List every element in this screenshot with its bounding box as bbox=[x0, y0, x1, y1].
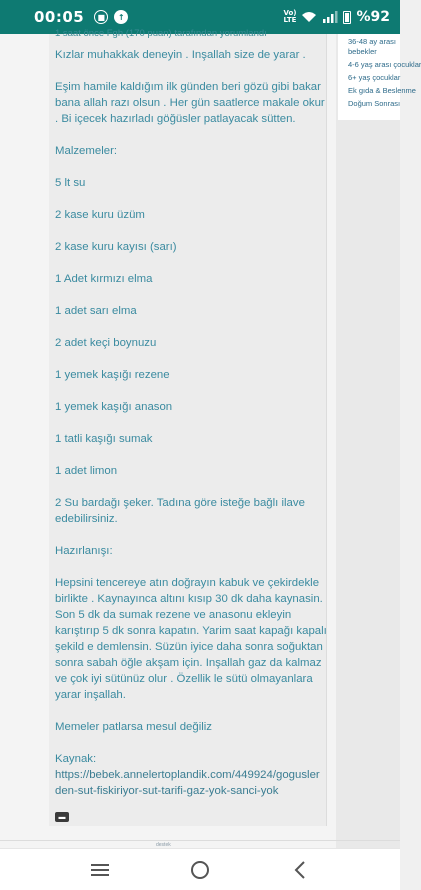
upload-icon: ↑ bbox=[114, 10, 128, 24]
comment-paragraph: Malzemeler: bbox=[55, 145, 118, 157]
volte-top: Vo) bbox=[283, 9, 297, 17]
comment-paragraph: Hepsini tencereye atın doğrayın kabuk ve çekirdekle birlikte . Kaynayınca altını kısıp 30 dk daha kaynasin. Son 5 dk da sumak rezene ve anasonu ekleyin karıştırıp 5 dk sonra kapatın. Yarim saat kapağı kapalı şekild e demlensin. Süzün iyice daha sonra soğuktan sonra sabah öğle akşam için. Inşallah gaz da kalmaz ve çok iyi sütünüz olur . Özellik le sütü olmayanlara yarar inşallah. bbox=[55, 577, 327, 701]
home-button[interactable] bbox=[180, 850, 220, 890]
category-list bbox=[338, 34, 421, 120]
recent-apps-button[interactable] bbox=[80, 850, 120, 890]
category-link[interactable]: Doğum Sonrası bbox=[348, 99, 401, 108]
comment-paragraph: 2 adet keçi boynuzu bbox=[55, 337, 157, 349]
system-nav-bar bbox=[0, 848, 400, 890]
divider bbox=[0, 840, 400, 841]
back-icon bbox=[293, 860, 307, 880]
volte-bottom: LTE bbox=[283, 16, 297, 24]
back-button[interactable] bbox=[280, 850, 320, 890]
category-link[interactable]: 6+ yaş çocuklar bbox=[348, 73, 401, 82]
status-time: 00:05 bbox=[34, 8, 85, 26]
category-link[interactable]: 36-48 ay arası bebekler bbox=[348, 37, 396, 56]
wifi-icon bbox=[301, 11, 317, 23]
comment-paragraph: 1 yemek kaşığı rezene bbox=[55, 369, 170, 381]
comment-meta: 1 saat önce Fgh (170 puan) tarafından yorumlandı bbox=[55, 28, 267, 39]
signal-icon bbox=[322, 11, 338, 23]
comment-reply-icon[interactable]: ▬ bbox=[55, 812, 69, 822]
comment-paragraph: 2 kase kuru kayısı (sarı) bbox=[55, 241, 177, 253]
comment-paragraph: 1 yemek kaşığı anason bbox=[55, 401, 173, 413]
volte-icon bbox=[283, 10, 296, 24]
comment-paragraph: Memeler patlarsa mesul değiliz bbox=[55, 721, 212, 733]
comment-paragraph: 1 tatli kaşığı sumak bbox=[55, 433, 153, 445]
page-content[interactable] bbox=[0, 28, 421, 848]
comment-body bbox=[55, 47, 327, 799]
footer-note: destek bbox=[156, 842, 171, 848]
menu-icon bbox=[90, 862, 110, 878]
comment-paragraph: 1 adet sarı elma bbox=[55, 305, 137, 317]
comment-paragraph: 2 kase kuru üzüm bbox=[55, 209, 145, 221]
comment-paragraph: 1 adet limon bbox=[55, 465, 118, 477]
category-link[interactable]: Ek gıda & Beslenme bbox=[348, 86, 416, 95]
comment-paragraph: 2 Su bardağı şeker. Tadına göre isteğe bağlı ilave edebilirsiniz. bbox=[55, 497, 305, 525]
category-link[interactable]: 4-6 yaş arası çocuklar bbox=[348, 60, 421, 69]
source-link[interactable]: https://bebek.annelertoplandik.com/449924/gogusler den-sut-fiskiriyor-sut-tarifi-gaz-yok-sanci-yok bbox=[55, 769, 320, 797]
battery-icon bbox=[343, 11, 351, 24]
source-label: Kaynak: bbox=[55, 753, 97, 765]
comment-paragraph: Kızlar muhakkak deneyin . Inşallah size de yarar . bbox=[55, 49, 306, 61]
comment-paragraph: 5 lt su bbox=[55, 177, 86, 189]
comment-paragraph: Hazırlanışı: bbox=[55, 545, 113, 557]
status-right bbox=[283, 9, 390, 25]
battery-level: %92 bbox=[356, 9, 390, 25]
source-block bbox=[55, 751, 327, 799]
comment-paragraph: 1 Adet kırmızı elma bbox=[55, 273, 153, 285]
comment-paragraph: Eşim hamile kaldığım ilk günden beri gözü gibi bakar bana allah razı olsun . Her gün saatlerce makale okur . Bi içecek hazırladı göğüsler patlayacak sütten. bbox=[55, 81, 325, 125]
right-sidebar bbox=[336, 34, 421, 848]
home-icon bbox=[189, 859, 211, 881]
notification-icon: ■ bbox=[94, 10, 108, 24]
